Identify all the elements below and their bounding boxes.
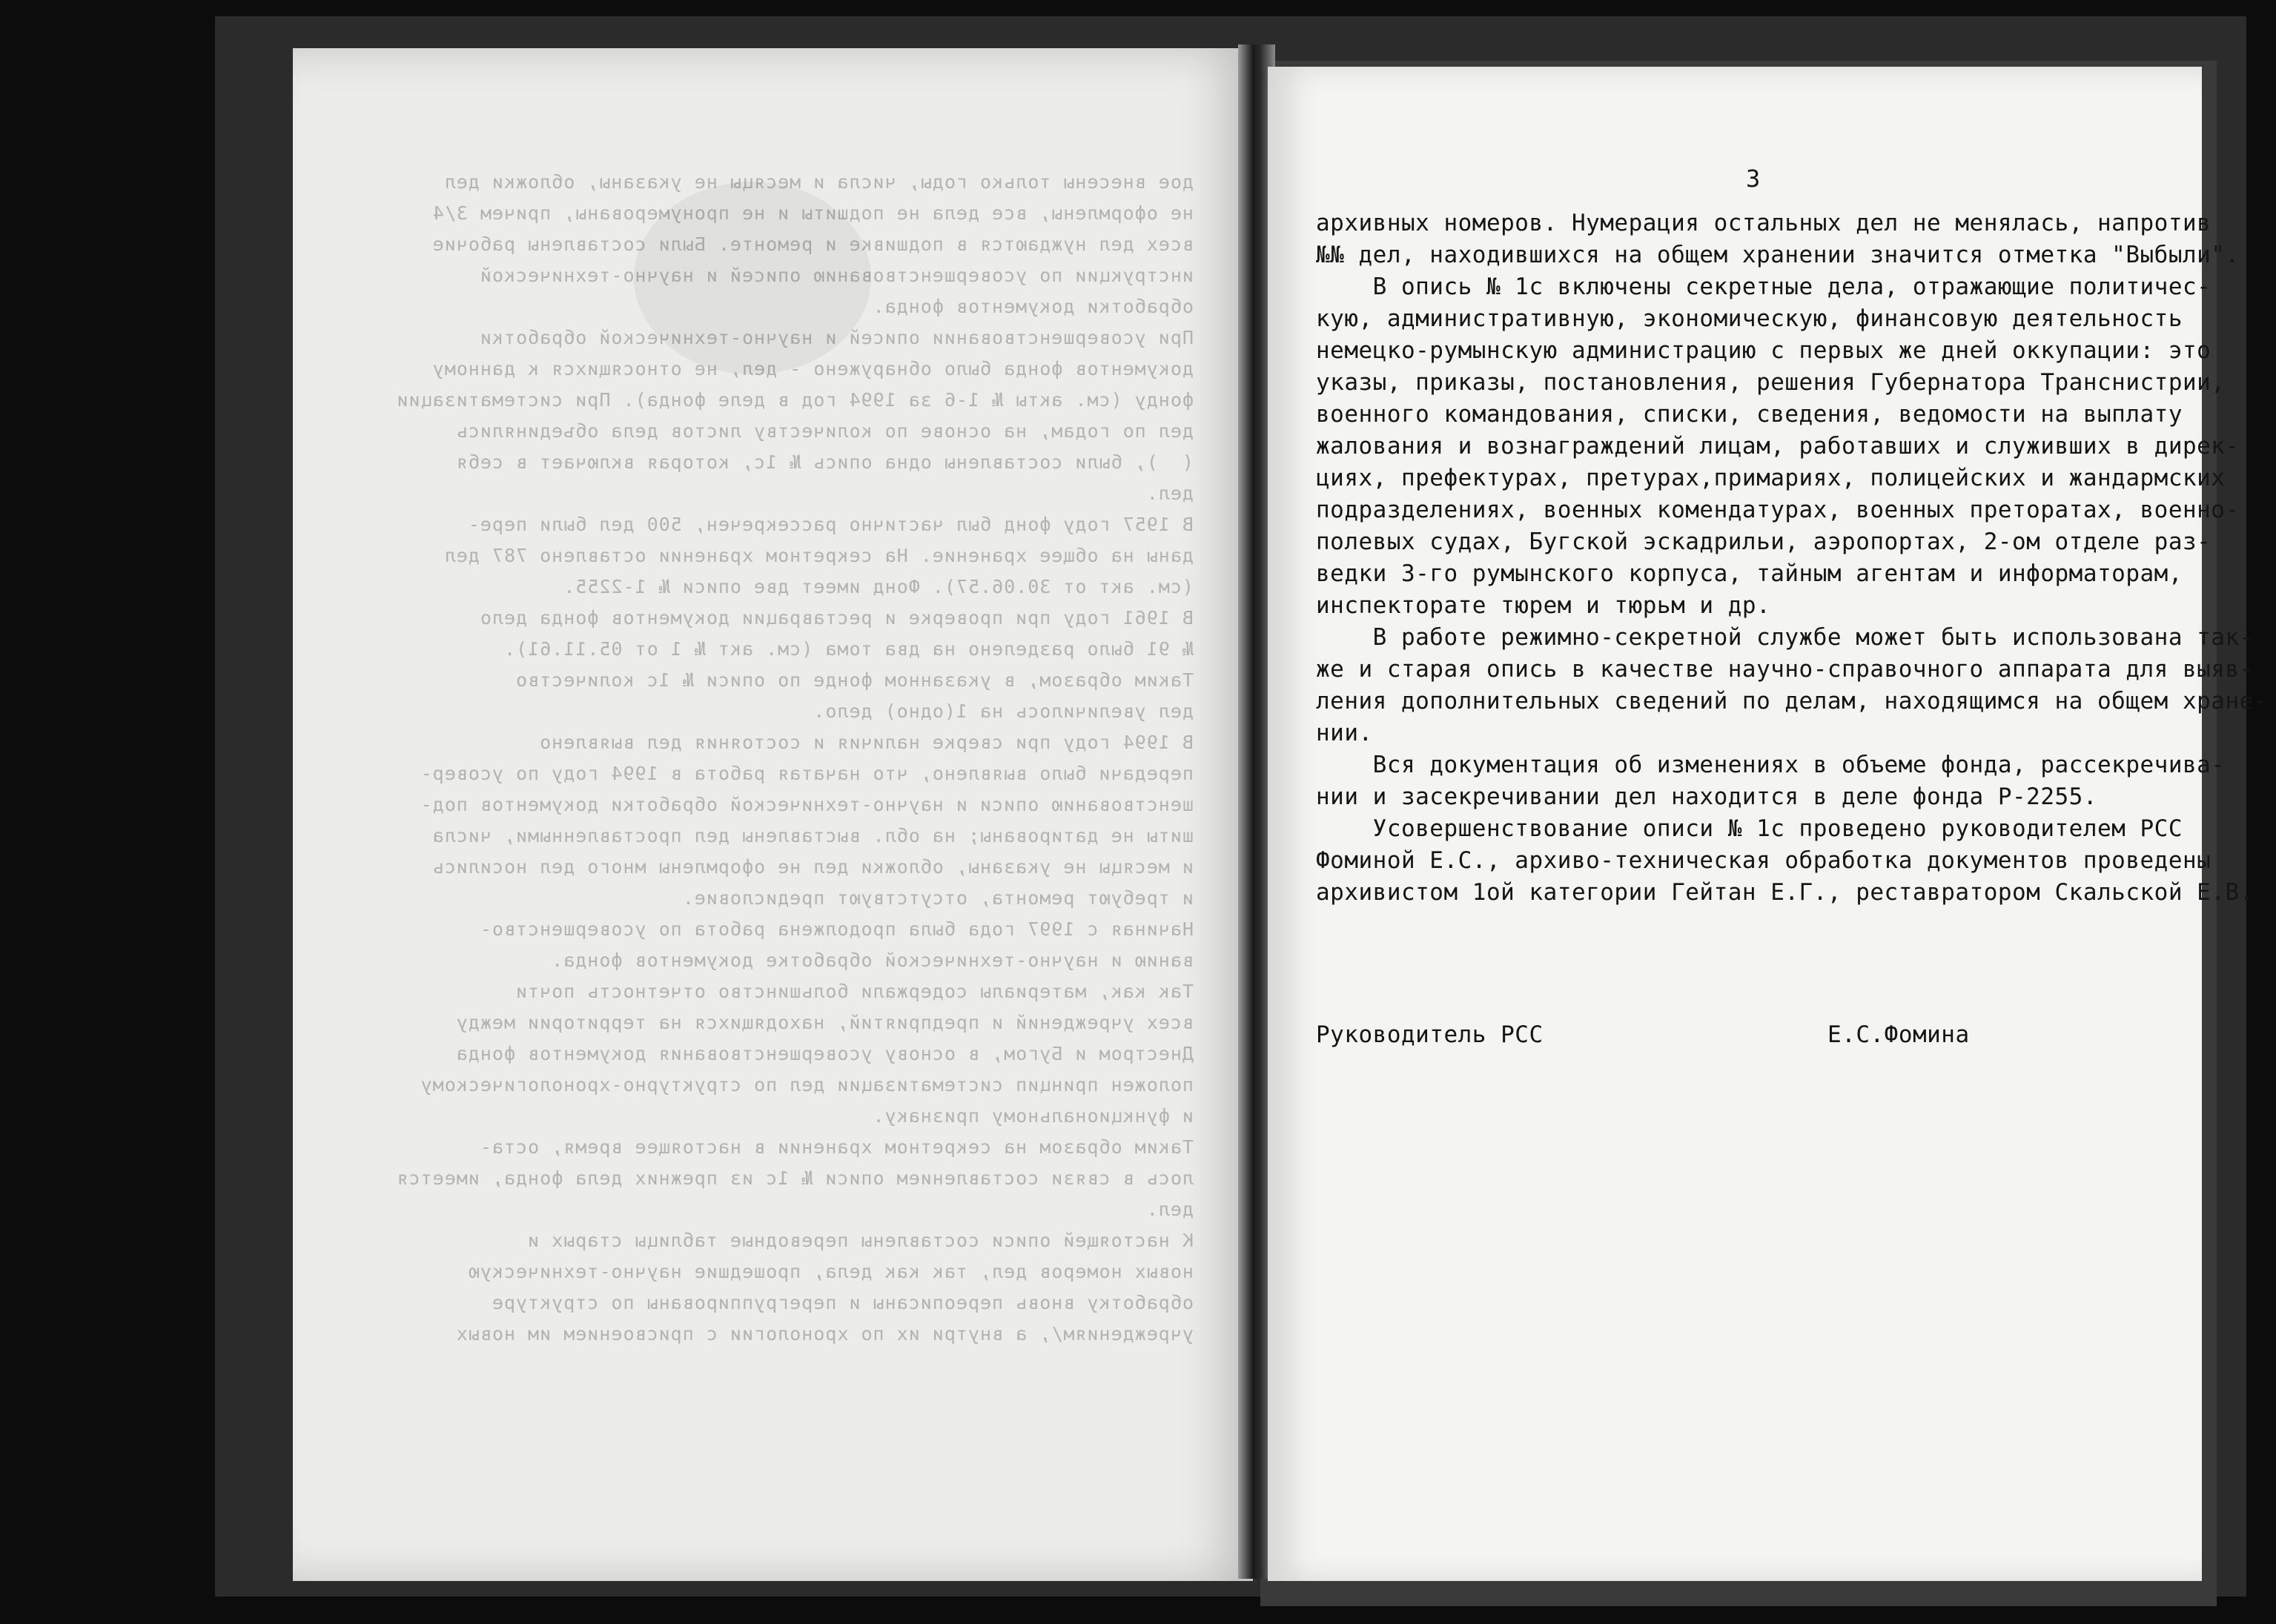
left-page [293, 48, 1253, 1581]
text-line: указы, приказы, постановления, решения Губернатора Транснистрии, [1316, 369, 2226, 396]
bleed-through-line: Таким образом, в указанном фонде по описи № 1с количество [515, 669, 1194, 691]
text-line: В работе режимно-секретной службе может быть использована так- [1316, 624, 2254, 651]
bleed-through-line: Начиная с 1997 года была продолжена работа по усовершенство- [479, 918, 1194, 940]
paper-stain [634, 182, 871, 374]
bleed-through-line: дел. [1145, 1199, 1194, 1220]
text-line: же и старая опись в качестве научно-справочного аппарата для выяв- [1316, 656, 2254, 683]
bleed-through-line: Так как, материалы содержали большинство отчетность почти [515, 981, 1194, 1002]
right-page [1268, 67, 2268, 1581]
bleed-through-line: положен принцип систематизации дел по структурно-хронологическому [420, 1074, 1194, 1096]
text-line: ведки 3-го румынского корпуса, тайным агентам и информаторам, [1316, 560, 2183, 587]
bleed-through-line: Днестром и Бугом, в основу усовершенствования документов фонда [455, 1043, 1194, 1064]
text-line: циях, префектурах, претурах,примариях, полицейских и жандармских [1316, 465, 2226, 491]
bleed-through-line: не оформлены, все дела не подшиты и не пронумерованы, причем 3/4 [431, 202, 1194, 224]
bleed-through-line: ванию и научно-технической обработке документов фонда. [551, 949, 1194, 971]
bleed-through-line: новых номеров дел, так как дела, прошедшие научно-техническую [467, 1261, 1194, 1282]
text-line: подразделениях, военных комендатурах, военных преторатах, военно- [1316, 497, 2240, 523]
bleed-through-line: № 91 было разделено на два тома (см. акт № 1 от 05.11.61). [503, 638, 1194, 660]
bleed-through-line: всех дел нуждаются в подшивке и ремонте. Были составлены рабочие [431, 233, 1194, 255]
bleed-through-line: всех учреждений и предприятий, находящихся на территории между [455, 1012, 1194, 1033]
text-line: №№ дел, находившихся на общем хранении значится отметка "Выбыли". [1316, 242, 2240, 268]
text-line: полевых судах, Бугской эскадрильи, аэропортах, 2-ом отделе раз- [1316, 528, 2212, 555]
bleed-through-line: учреждениям/, а внутри их по хронологии с присвоением им новых [455, 1323, 1194, 1345]
bleed-through-line: К настоящей описи составлены переводные таблицы старых и [527, 1230, 1194, 1251]
bleed-through-line: дое внесены только годы, числа и месяцы не указаны, обложки дел [443, 171, 1194, 193]
bleed-through-line: фонду (см. акты № 1-6 за 1994 год в деле фонда). При систематизации [396, 389, 1194, 411]
bleed-through-line: дел увеличилось на 1(одно) дело. [813, 700, 1194, 722]
text-line: ления дополнительных сведений по делам, находящимся на общем хране- [1316, 688, 2268, 715]
text-line: нии. [1316, 720, 1373, 746]
bleed-through-line: (см. акт от 30.06.57). Фонд имеет две описи № 1-2255. [563, 576, 1194, 597]
text-line: Вся документация об изменениях в объеме фонда, рассекречива- [1316, 752, 2226, 778]
bleed-through-line: При усовершенствовании описей и научно-технической обработки [479, 327, 1194, 348]
bleed-through-line: лось в связи составлением описи № 1с из прежних дела фонда, имеется [396, 1167, 1194, 1189]
bleed-through-line: В 1957 году фонд был частично рассекречен, 500 дел были пере- [467, 514, 1194, 535]
text-line: кую, административную, экономическую, финансовую деятельность [1316, 305, 2183, 332]
bleed-through-line: даны на общее хранение. На секретном хранении оставлено 787 дел [443, 545, 1194, 566]
text-line: Фоминой Е.С., архиво-техническая обработка документов проведены [1316, 847, 2212, 874]
bleed-through-line: документов фонда было обнаружено - дел, не относящихся к данному [431, 358, 1194, 380]
bleed-through-line: В 1994 году при сверке наличия и состояния дел выявлено [539, 732, 1194, 753]
bleed-through-line: шенствованию описи и научно-технической обработки документов под- [420, 794, 1194, 815]
text-line: жалования и вознаграждений лицам, работавших и служивших в дирек- [1316, 433, 2240, 460]
bleed-through-line: инструкции по усовершенствованию описей и научно-технической [479, 265, 1194, 286]
bleed-through-line: обработку вновь переописаны и перегруппированы по структуре [491, 1292, 1194, 1313]
text-line: Усовершенствование описи № 1с проведено руководителем РСС [1316, 815, 2183, 842]
bleed-through-line: шиты не датированы; на обл. выставлены дел проставленными, числа [431, 825, 1194, 846]
text-line: архивистом 1ой категории Гейтан Е.Г., реставратором Скальской Е.В. [1316, 879, 2254, 906]
bleed-through-line: и функциональному признаку. [872, 1105, 1194, 1127]
text-line: военного командования, списки, сведения, ведомости на выплату [1316, 401, 2183, 428]
text-line: инспекторате тюрем и тюрьм и др. [1316, 592, 1771, 619]
bleed-through-line: дел по годам, на основе по количеству листов дела объединялись [455, 420, 1194, 442]
text-line: архивных номеров. Нумерация остальных дел не менялась, напротив [1316, 210, 2212, 236]
bleed-through-line: дел. [1145, 483, 1194, 504]
bleed-through-line: и месяцы не указаны, обложки дел не оформлены много дел носились [431, 856, 1194, 878]
bleed-through-line: передачи было выявлено, что начатая работа в 1994 году по усовер- [420, 763, 1194, 784]
text-line: немецко-румынскую администрацию с первых же дней оккупации: это [1316, 337, 2212, 364]
bleed-through-line: Таким образом на секретном хранении в настоящее время, оста- [479, 1136, 1194, 1158]
bleed-through-line: В 1961 году при проверке и реставрации документов фонда дело [479, 607, 1194, 629]
signature-role: Руководитель РСС [1316, 1021, 1544, 1048]
page-number: 3 [1746, 165, 1761, 193]
document-text [1316, 208, 2268, 909]
bleed-through-line: ( ), были составлены одна опись № 1с, которая включает в себя [455, 451, 1194, 473]
bleed-through-line: и требуют ремонта, отсутствуют предисловие. [681, 887, 1194, 909]
bleed-through-line: обработки документов фонда. [872, 296, 1194, 317]
text-line: В опись № 1с включены секретные дела, отражающие политичес- [1316, 274, 2212, 300]
signature-name: Е.С.Фомина [1827, 1021, 1970, 1048]
text-line: нии и засекречивании дел находится в деле фонда Р-2255. [1316, 783, 2097, 810]
